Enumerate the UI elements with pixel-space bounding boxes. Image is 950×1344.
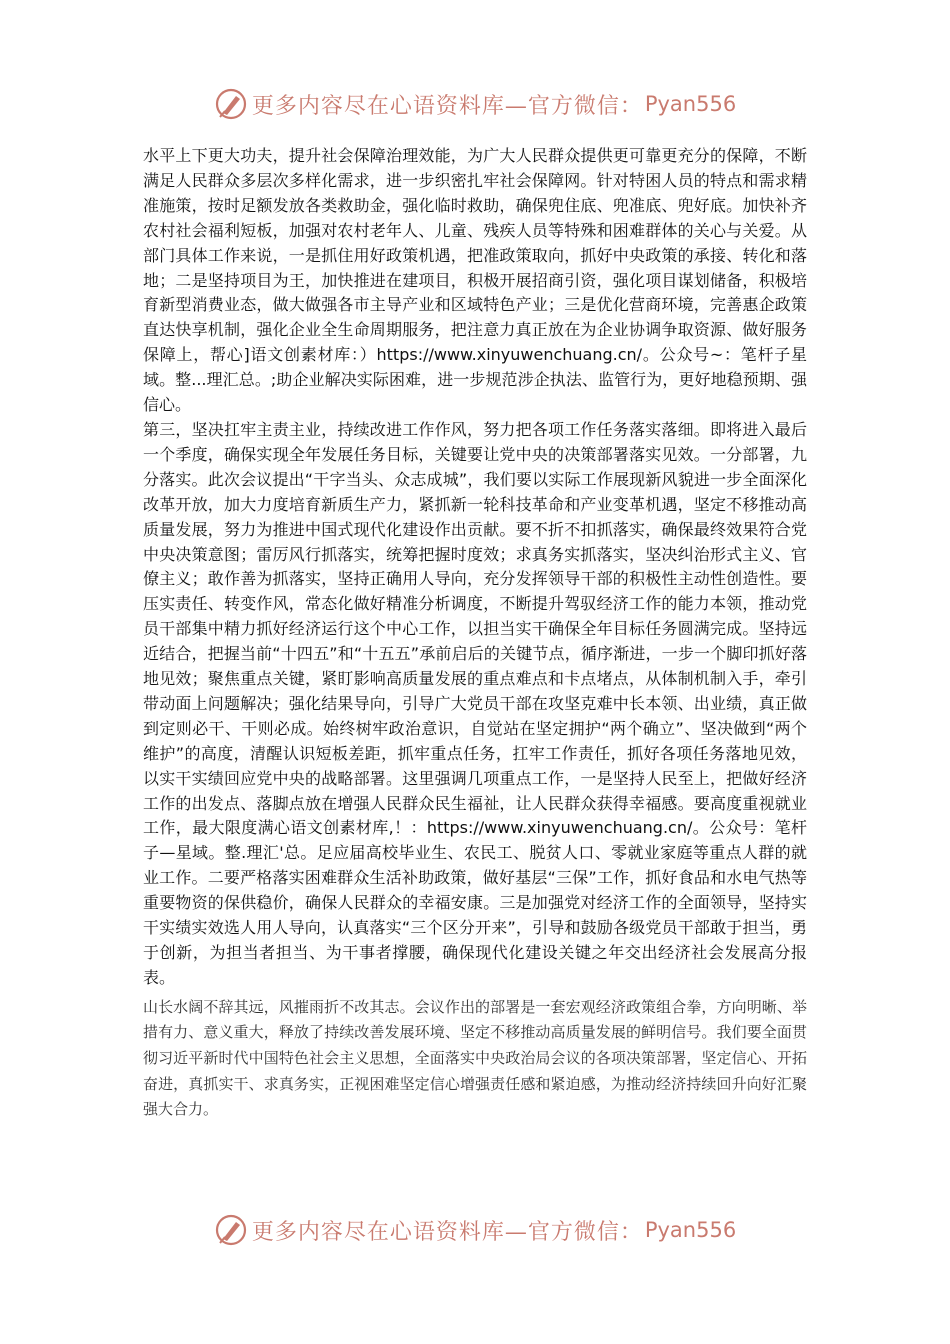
footer-banner-handle: Pyan556 xyxy=(644,1218,737,1242)
document-body xyxy=(143,144,807,1123)
footer-banner-text: 更多内容尽在心语资料库—官方微信： xyxy=(251,1219,643,1245)
pen-nib-circle-icon xyxy=(214,87,248,121)
header-banner xyxy=(0,82,950,126)
header-banner-handle: Pyan556 xyxy=(644,92,737,116)
footer-banner xyxy=(0,1208,950,1252)
header-banner-text: 更多内容尽在心语资料库—官方微信： xyxy=(251,93,643,119)
pen-nib-circle-icon xyxy=(214,1213,248,1247)
body-paragraph: 水平上下更大功夫，提升社会保障治理效能，为广大人民群众提供更可靠更充分的保障，不断满足人民群众多层次多样化需求，进一步织密扎牢社会保障网。针对特困人员的特点和需求精准施策，按时足额发放各类救助金，强化临时救助，确保兜住底、兜准底、兜好底。加快补齐农村社会福利短板，加强对农村老年人、儿童、残疾人员等特殊和困难群体的关心与关爱。从部门具体工作来说，一是抓住用好政策机遇，把准政策取向，抓好中央政策的承接、转化和落地；二是坚持项目为王，加快推进在建项目，积极开展招商引资，强化项目谋划储备，积极培育新型消费业态，做大做强各市主导产业和区域特色产业；三是优化营商环境，完善惠企政策直达快享机制，强化企业全生命周期服务，把注意力真正放在为企业协调争取资源、做好服务保障上，帮心]语文创素材库：）https://www.xinyuwenchuang.cn/。公众号~：笔杆子星域。整...理汇总。;助企业解决实际困难，进一步规范涉企执法、监管行为，更好地稳预期、强信心。 xyxy=(143,146,807,415)
body-paragraph: 第三，坚决扛牢主责主业，持续改进工作作风，努力把各项工作任务落实落细。即将进入最后一个季度，确保实现全年发展任务目标，关键要让党中央的决策部署落实见效。一分部署，九分落实。此次会议提出“干字当头、众志成城”，我们要以实际工作展现新风貌进一步全面深化改革开放，加大力度培育新质生产力，紧抓新一轮科技革命和产业变革机遇，坚定不移推动高质量发展，努力为推进中国式现代化建设作出贡献。要不折不扣抓落实，确保最终效果符合党中央决策意图；雷厉风行抓落实，统筹把握时度效；求真务实抓落实，坚决纠治形式主义、官僚主义；敢作善为抓落实，坚持正确用人导向，充分发挥领导干部的积极性主动性创造性。要压实责任、转变作风，常态化做好精准分析调度，不断提升驾驭经济工作的能力本领，推动党员干部集中精力抓好经济运行这个中心工作，以担当实干确保全年目标任务圆满完成。坚持远近结合，把握当前“十四五”和“十五五”承前启后的关键节点，循序渐进，一步一个脚印抓好落地见效；聚焦重点关键，紧盯影响高质量发展的重点难点和卡点堵点，从体制机制入手，牵引带动面上问题解决；强化结果导向，引导广大党员干部在攻坚克难中长本领、出业绩，真正做到定则必干、干则必成。始终树牢政治意识，自觉站在坚定拥护“两个确立”、坚决做到“两个维护”的高度，清醒认识短板差距，抓牢重点任务，扛牢工作责任，抓好各项任务落地见效，以实干实绩回应党中央的战略部署。这里强调几项重点工作，一是坚持人民至上，把做好经济工作的出发点、落脚点放在增强人民群众民生福祉，让人民群众获得幸福感。要高度重视就业工作，最大限度满心语文创素材库,！：https://www.xinyuwenchuang.cn/。公众号：笔杆子—星域。整.理汇'总。足应届高校毕业生、农民工、脱贫人口、零就业家庭等重点人群的就业工作。二要严格落实困难群众生活补助政策，做好基层“三保”工作，抓好食品和水电气热等重要物资的保供稳价，确保人民群众的幸福安康。三是加强党对经济工作的全面领导，坚持实干实绩实效选人用人导向，认真落实“三个区分开来”，引导和鼓励各级党员干部敢于担当，勇于创新，为担当者担当、为干事者撑腰，确保现代化建设关键之年交出经济社会发展高分报表。 xyxy=(143,419,807,987)
closing-paragraph: 山长水阔不辞其远，风摧雨折不改其志。会议作出的部署是一套宏观经济政策组合拳，方向明晰、举措有力、意义重大，释放了持续改善发展环境、坚定不移推动高质量发展的鲜明信号。我们要全面贯彻习近平新时代中国特色社会主义思想，全面落实中央政治局会议的各项决策部署，坚定信心、开拓奋进，真抓实干、求真务实，正视困难坚定信心增强责任感和紧迫感，为推动经济持续回升向好汇聚强大合力。 xyxy=(143,997,807,1119)
